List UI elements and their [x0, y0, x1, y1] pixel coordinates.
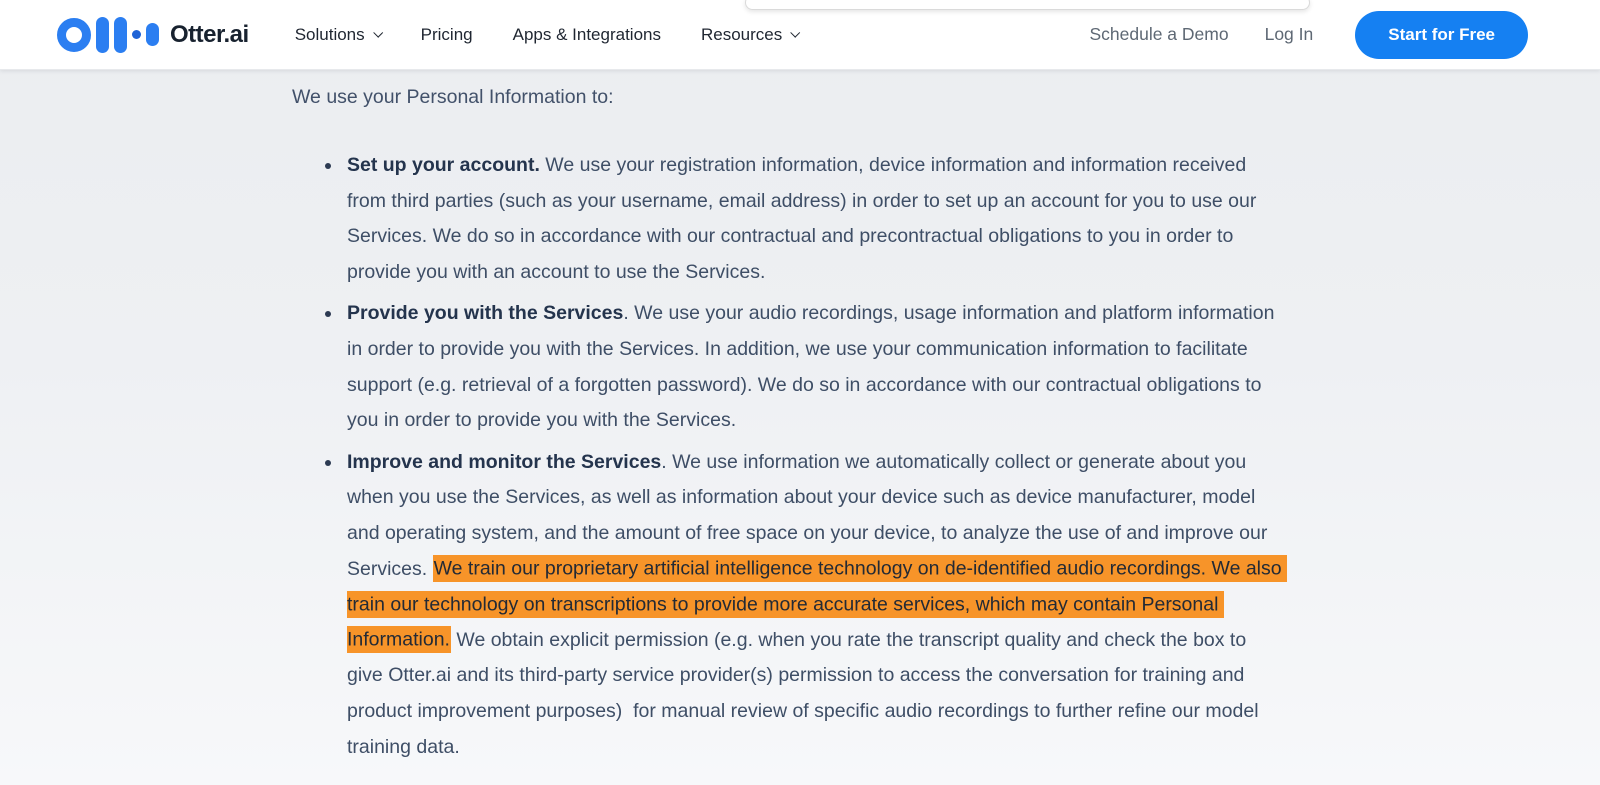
logo-dot-shape [132, 30, 141, 39]
schedule-demo-link[interactable]: Schedule a Demo [1089, 24, 1229, 44]
nav-item-solutions[interactable] [295, 25, 381, 45]
nav-item-label: Pricing [420, 24, 473, 44]
top-nav [0, 0, 1600, 70]
nav-item-label: Apps & Integrations [512, 24, 661, 44]
list-item [347, 296, 1287, 438]
privacy-policy-content [0, 70, 1600, 765]
intro-text: We use your Personal Information to: [292, 86, 614, 108]
bullet-lead-text: Set up your account. [347, 154, 540, 176]
brand-wordmark: Otter.ai [170, 20, 249, 48]
logo-ring-shape [57, 18, 91, 52]
nav-item-label: Resources [700, 24, 783, 44]
bullet-body-text: . We use information we automatically collect or generate about you when you use the Services, as well as information about your device such as device manufacturer, model and operating system, and the amount of free space on your device, to analyze the use of and improve our Services. [347, 450, 1273, 580]
list-item [347, 445, 1287, 765]
logo-bar-shape [146, 23, 159, 46]
nav-item-resources[interactable] [701, 25, 798, 45]
otter-logo-icon [57, 17, 159, 53]
list-item [347, 148, 1287, 290]
nav-menu [295, 25, 799, 45]
logo-bar-shape [114, 17, 127, 53]
bullet-lead-text: Provide you with the Services [347, 302, 624, 325]
nav-item-apps-integrations[interactable] [513, 25, 661, 45]
chevron-down-icon [373, 27, 383, 37]
log-in-link[interactable]: Log In [1264, 24, 1314, 44]
logo-bar-shape [96, 17, 109, 53]
bullet-body-text: . We use your audio recordings, usage information and platform information in order to provide you with the Services. In addition, we use your communication information to facilitate support (e.g. retrieval of a forgotten password). We do so in accordance with our contractual obligations to you in order to provide you with the Services. [347, 302, 1280, 432]
overlay-remnant [745, 0, 1310, 10]
nav-item-label: Solutions [294, 24, 365, 44]
otter-logo[interactable] [57, 17, 249, 53]
bullet-body-text: We use your registration information, device information and information received from third parties (such as your username, email address) in order to set up an account for you to use our Services. We do so in accordance with our contractual and precontractual obligations to you in order to provide you with an account to use the Services. [347, 154, 1262, 283]
start-for-free-button[interactable]: Start for Free [1355, 11, 1528, 59]
bullet-body-text: We obtain explicit permission (e.g. when you rate the transcript quality and check the box to give Otter.ai and its third-party service provider(s) permission to access the conversation for training and product improvement purposes) for manual review of specific audio recordings to further refine our model training data. [347, 628, 1264, 758]
nav-item-pricing[interactable] [421, 25, 473, 45]
highlighted-text: We train our proprietary artificial intelligence technology on de-identified audio recordings. We also train our technology on transcriptions to provide more accurate services, which may contain Personal Information. [347, 555, 1287, 653]
chevron-down-icon [791, 27, 801, 37]
nav-right [1089, 11, 1528, 59]
personal-info-list [347, 148, 1287, 765]
bullet-lead-text: Improve and monitor the Services [347, 450, 662, 473]
